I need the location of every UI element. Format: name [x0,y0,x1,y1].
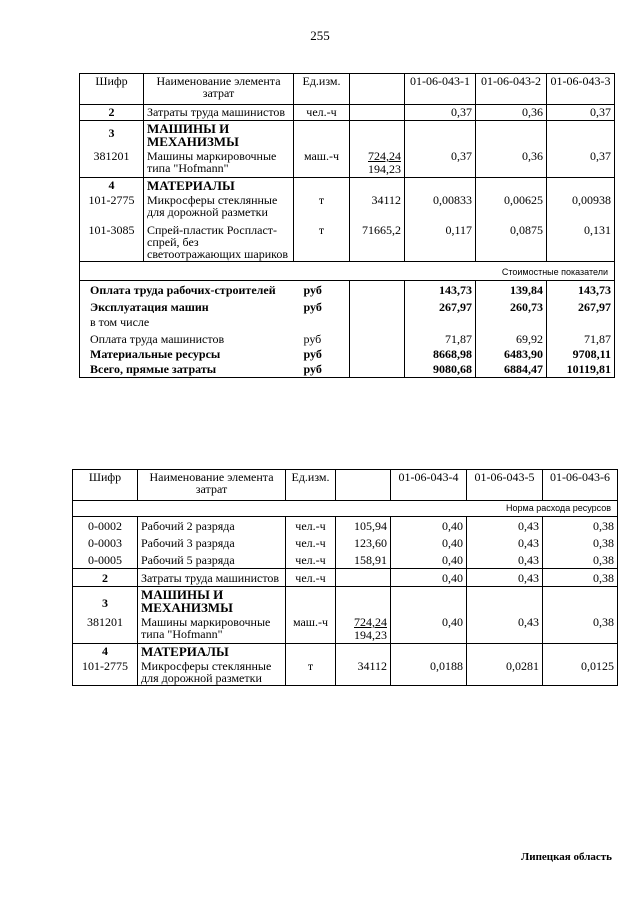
price-header [350,74,405,105]
row-name: Рабочий 2 разряда [138,517,286,535]
table-header-row [80,74,615,105]
row-price: 34112 [350,193,405,219]
column-header: 01-06-043-4 [391,470,467,501]
row-name: Затраты труда машинистов [144,105,294,121]
cost-unit: руб [294,362,350,378]
row-code: 101-3085 [80,219,144,262]
row-name: Затраты труда машинистов [138,569,286,587]
row-value: 0,36 [476,105,547,121]
row-value: 0,40 [391,551,467,569]
cost-value: 143,73 [547,281,615,299]
price-header [336,470,391,501]
row-unit: чел.-ч [286,569,336,587]
row-price [336,569,391,587]
row-value: 0,37 [405,149,476,178]
name-header: Наименование элемента затрат [138,470,286,501]
cost-row [80,315,615,330]
row-unit: т [286,659,336,686]
row-value: 0,0125 [543,659,618,686]
cost-label: Эксплуатация машин [80,298,294,315]
row-unit: чел.-ч [286,551,336,569]
row-code: 0-0003 [73,534,138,551]
table-row [73,534,618,551]
cost-label: Всего, прямые затраты [80,362,294,378]
row-price [350,105,405,121]
cost-value: 6884,47 [476,362,547,378]
row-value: 0,37 [547,105,615,121]
cost-row [80,281,615,299]
price-secondary: 194,23 [368,162,401,176]
row-value: 0,0188 [391,659,467,686]
row-unit: т [294,219,350,262]
row-unit: маш.-ч [286,615,336,644]
column-header: 01-06-043-6 [543,470,618,501]
code-header: Шифр [73,470,138,501]
cost-value: 139,84 [476,281,547,299]
table-row [73,551,618,569]
row-value: 0,37 [405,105,476,121]
row-unit: т [294,193,350,219]
row-name: Микросферы стеклянные для дорожной разметки [138,659,286,686]
cost-row [80,362,615,378]
row-value: 0,40 [391,517,467,535]
row-price: 123,60 [336,534,391,551]
table-row [80,105,615,121]
column-header: 01-06-043-3 [547,74,615,105]
column-header: 01-06-043-5 [467,470,543,501]
row-code: 2 [73,569,138,587]
cost-row [80,330,615,347]
row-value: 0,38 [543,517,618,535]
row-name: Микросферы стеклянные для дорожной разметки [144,193,294,219]
row-price: 158,91 [336,551,391,569]
section-row [80,178,615,194]
table-row [80,219,615,262]
cost-unit: руб [294,347,350,362]
cost-row [80,298,615,315]
section-number: 3 [73,587,138,616]
row-code: 101-2775 [80,193,144,219]
page-number: 255 [310,28,330,43]
section-row [73,587,618,616]
cost-unit: руб [294,330,350,347]
cost-label: Оплата труда машинистов [80,330,294,347]
row-name: Машины маркировочные типа "Hofmann" [138,615,286,644]
table-row [80,149,615,178]
code-header: Шифр [80,74,144,105]
cost-unit: руб [294,281,350,299]
region-footer: Липецкая область [521,851,612,863]
row-price [336,615,391,644]
cost-value: 8668,98 [405,347,476,362]
section-number: 4 [73,644,138,660]
cost-unit: руб [294,298,350,315]
row-unit: маш.-ч [294,149,350,178]
cost-value: 9708,11 [547,347,615,362]
table-row [73,659,618,686]
row-unit: чел.-ч [286,517,336,535]
row-value: 0,00938 [547,193,615,219]
row-value: 0,43 [467,517,543,535]
norm-caption: Норма расхода ресурсов [73,501,618,517]
row-code: 2 [80,105,144,121]
cost-value: 6483,90 [476,347,547,362]
section-number: 4 [80,178,144,194]
price-secondary: 194,23 [354,628,387,642]
row-value: 0,38 [543,615,618,644]
row-code: 101-2775 [73,659,138,686]
resource-table-2 [72,469,618,686]
name-header: Наименование элемента затрат [144,74,294,105]
row-value: 0,36 [476,149,547,178]
cost-row [80,347,615,362]
row-code: 381201 [73,615,138,644]
row-value: 0,0875 [476,219,547,262]
section-title: МАТЕРИАЛЫ [138,644,286,660]
row-value: 0,00833 [405,193,476,219]
row-name: Рабочий 5 разряда [138,551,286,569]
cost-caption: Стоимостные показатели [80,262,615,281]
caption-row [73,501,618,517]
cost-value: 9080,68 [405,362,476,378]
unit-header: Ед.изм. [294,74,350,105]
row-value: 0,0281 [467,659,543,686]
price-primary: 724,24 [368,149,401,163]
row-price: 71665,2 [350,219,405,262]
section-title: МАТЕРИАЛЫ [144,178,294,194]
row-code: 0-0002 [73,517,138,535]
cost-value: 71,87 [405,330,476,347]
section-number: 3 [80,121,144,150]
row-price: 105,94 [336,517,391,535]
section-title: МАШИНЫ И МЕХАНИЗМЫ [138,587,286,616]
column-header: 01-06-043-1 [405,74,476,105]
table-header-row [73,470,618,501]
cost-value: 143,73 [405,281,476,299]
row-unit: чел.-ч [286,534,336,551]
unit-header: Ед.изм. [286,470,336,501]
cost-value: 260,73 [476,298,547,315]
row-value: 0,40 [391,615,467,644]
section-title: МАШИНЫ И МЕХАНИЗМЫ [144,121,294,150]
row-value: 0,38 [543,534,618,551]
row-value: 0,43 [467,534,543,551]
table-row [73,517,618,535]
table-row [73,615,618,644]
cost-value: 69,92 [476,330,547,347]
row-name: Спрей-пластик Роспласт-спрей, без светоотражающих шариков [144,219,294,262]
row-value: 0,38 [543,569,618,587]
cost-value: 267,97 [405,298,476,315]
row-name: Машины маркировочные типа "Hofmann" [144,149,294,178]
caption-row [80,262,615,281]
cost-value: 71,87 [547,330,615,347]
row-value: 0,43 [467,615,543,644]
section-row [80,121,615,150]
row-code: 0-0005 [73,551,138,569]
cost-label: Оплата труда рабочих-строителей [80,281,294,299]
cost-value: 267,97 [547,298,615,315]
row-value: 0,43 [467,569,543,587]
row-price [350,149,405,178]
row-value: 0,37 [547,149,615,178]
cost-label: в том числе [80,315,294,330]
cost-value: 10119,81 [547,362,615,378]
row-price: 34112 [336,659,391,686]
row-value: 0,00625 [476,193,547,219]
table-row [73,569,618,587]
section-row [73,644,618,660]
row-name: Рабочий 3 разряда [138,534,286,551]
price-primary: 724,24 [354,615,387,629]
resource-table-1 [79,73,615,378]
row-value: 0,40 [391,569,467,587]
column-header: 01-06-043-2 [476,74,547,105]
row-value: 0,117 [405,219,476,262]
cost-label: Материальные ресурсы [80,347,294,362]
row-value: 0,38 [543,551,618,569]
row-value: 0,43 [467,551,543,569]
row-unit: чел.-ч [294,105,350,121]
row-value: 0,40 [391,534,467,551]
table-row [80,193,615,219]
row-value: 0,131 [547,219,615,262]
row-code: 381201 [80,149,144,178]
